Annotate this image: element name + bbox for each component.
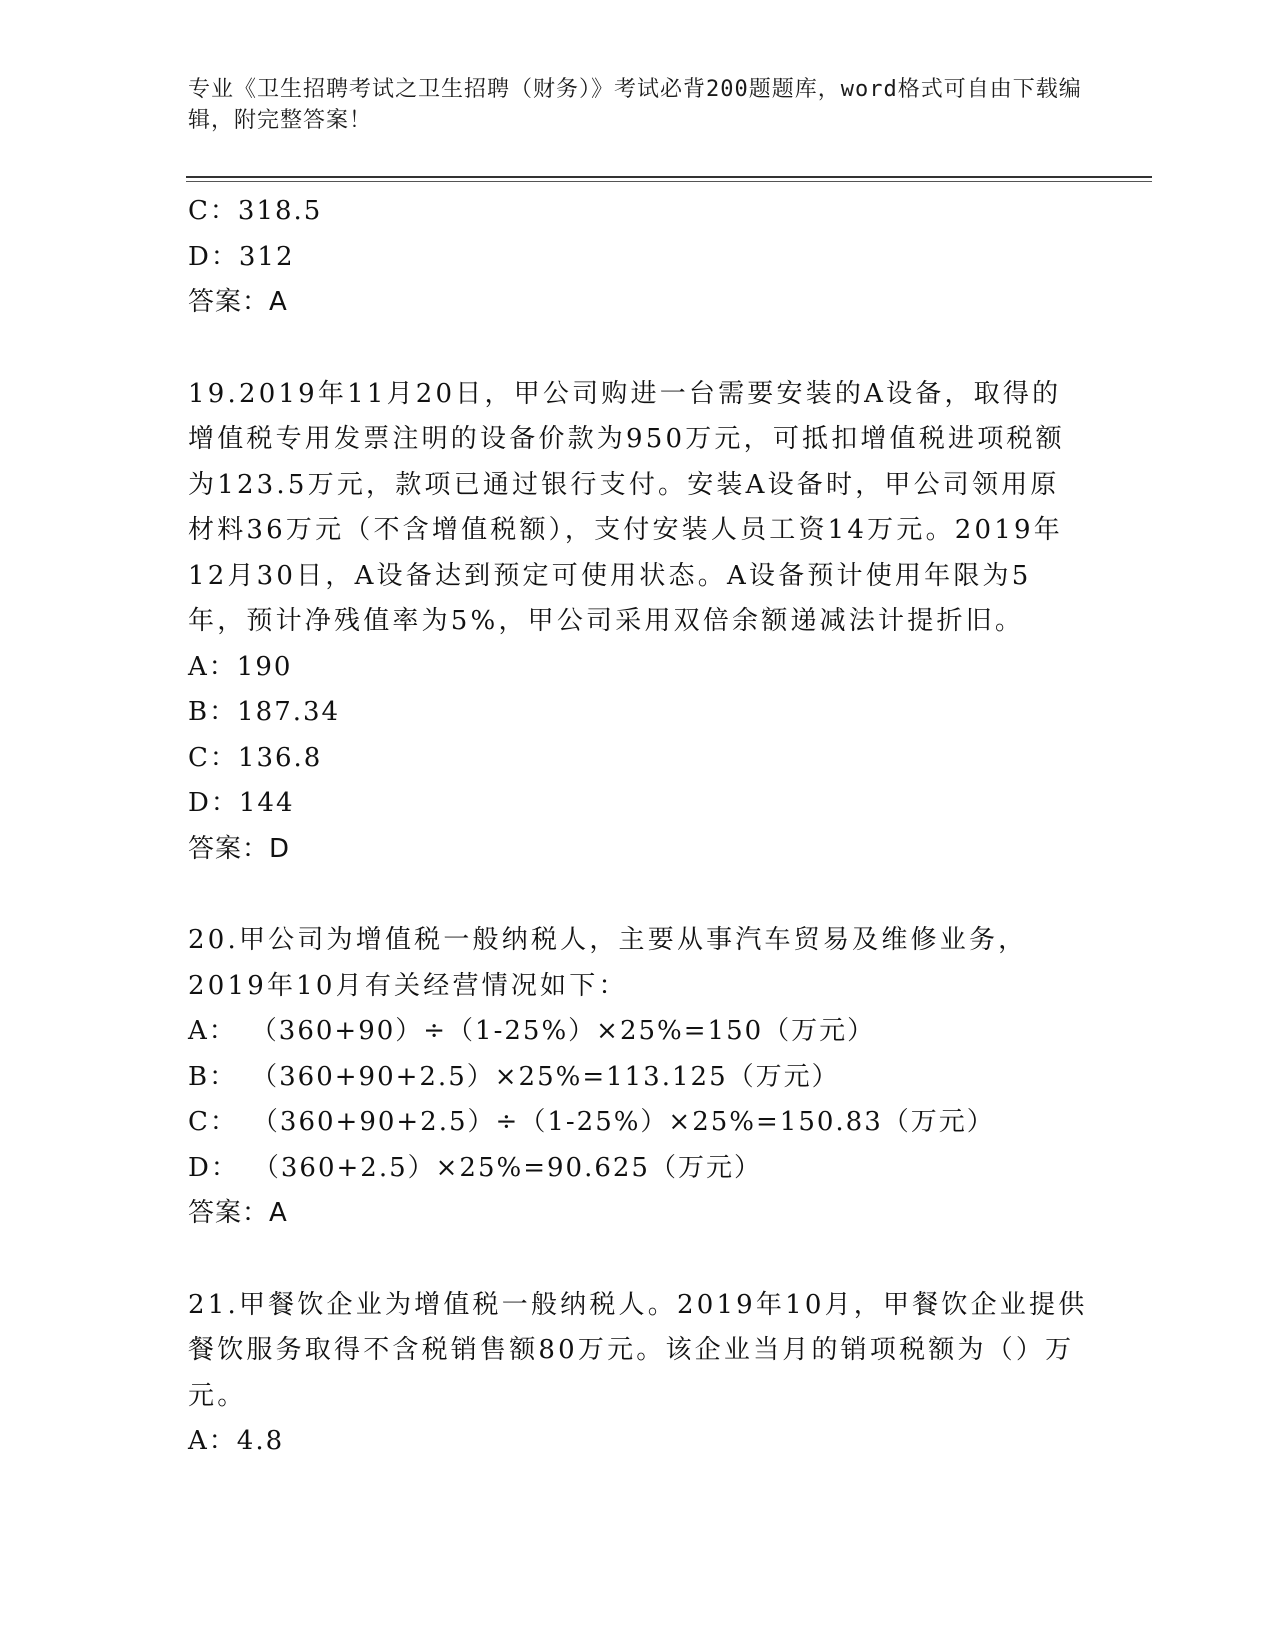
question-21 — [188, 1283, 1088, 1465]
option-letter: A： — [188, 1426, 237, 1456]
option-item — [188, 1009, 1088, 1055]
answer-line: 答案：A — [188, 1198, 288, 1228]
question-body: 甲公司为增值税一般纳税人，主要从事汽车贸易及维修业务，2019年10月有关经营情况如下： — [188, 925, 1028, 1001]
option-letter: A： — [188, 651, 237, 682]
option-item — [188, 736, 1088, 782]
option-text: 4.8 — [236, 1426, 285, 1456]
option-letter: D： — [188, 788, 239, 818]
option-item — [188, 690, 1088, 736]
question-20 — [188, 918, 1088, 1237]
option-item — [188, 1100, 1088, 1146]
question-number: 21. — [188, 1289, 239, 1320]
document-header — [188, 74, 1088, 136]
spacer — [188, 872, 1088, 918]
option-text: （360+2.5）×25%=90.625（万元） — [252, 1152, 762, 1183]
option-item — [188, 1419, 1088, 1465]
option-text: 318.5 — [237, 196, 323, 226]
option-letter: C： — [188, 742, 238, 773]
option-item — [188, 235, 1088, 281]
question-text — [188, 1283, 1088, 1420]
option-letter: B： — [188, 1061, 238, 1092]
spacer — [188, 326, 1088, 372]
option-item — [188, 1055, 1088, 1101]
option-item — [188, 1146, 1088, 1192]
header-divider — [186, 176, 1152, 178]
question-number: 20. — [188, 925, 239, 955]
question-body: 2019年11月20日，甲公司购进一台需要安装的A设备，取得的增值税专用发票注明的设备价款为950万元，可抵扣增值税进项税额为123.5万元，款项已通过银行支付。安装A设备时，甲公司领用原材料36万元（不含增值税额），支付安装人员工资14万元。2019年12月30日，A设备达到预定可使用状态。A设备预计使用年限为5年，预计净残值率为5%，甲公司采用双倍余额递减法计提折旧。 — [188, 378, 1065, 636]
option-text: 312 — [238, 241, 295, 272]
option-letter: C： — [188, 1107, 238, 1137]
spacer — [188, 1237, 1088, 1283]
option-letter: B： — [188, 697, 238, 727]
question-19 — [188, 372, 1088, 873]
option-text: （360+90+2.5）×25%=113.125（万元） — [251, 1061, 840, 1092]
option-item — [188, 781, 1088, 827]
header-title: 专业《卫生招聘考试之卫生招聘（财务）》考试必背200题题库，word格式可自由下载编辑，附完整答案！ — [188, 77, 1082, 133]
header-divider-thin — [186, 181, 1152, 182]
option-text: 190 — [236, 651, 293, 682]
option-letter: D： — [188, 1152, 239, 1183]
previous-question-tail — [188, 189, 1088, 326]
question-text — [188, 918, 1088, 1009]
question-body: 甲餐饮企业为增值税一般纳税人。2019年10月，甲餐饮企业提供餐饮服务取得不含税销售额80万元。该企业当月的销项税额为（）万元。 — [188, 1289, 1088, 1411]
option-letter: C： — [188, 196, 238, 226]
answer-line: 答案：D — [188, 833, 291, 864]
option-text: （360+90+2.5）÷（1-25%）×25%=150.83（万元） — [251, 1107, 995, 1137]
option-text: （360+90）÷（1-25%）×25%=150（万元） — [250, 1016, 876, 1046]
question-list — [188, 189, 1088, 1465]
answer-line: 答案：A — [188, 287, 288, 317]
question-text — [188, 372, 1088, 645]
option-letter: A： — [188, 1016, 237, 1046]
option-letter: D： — [188, 241, 239, 272]
option-text: 136.8 — [237, 742, 323, 773]
option-text: 144 — [238, 788, 295, 818]
option-item — [188, 189, 1088, 235]
option-text: 187.34 — [237, 697, 341, 727]
question-number: 19. — [188, 378, 239, 409]
option-item — [188, 645, 1088, 691]
